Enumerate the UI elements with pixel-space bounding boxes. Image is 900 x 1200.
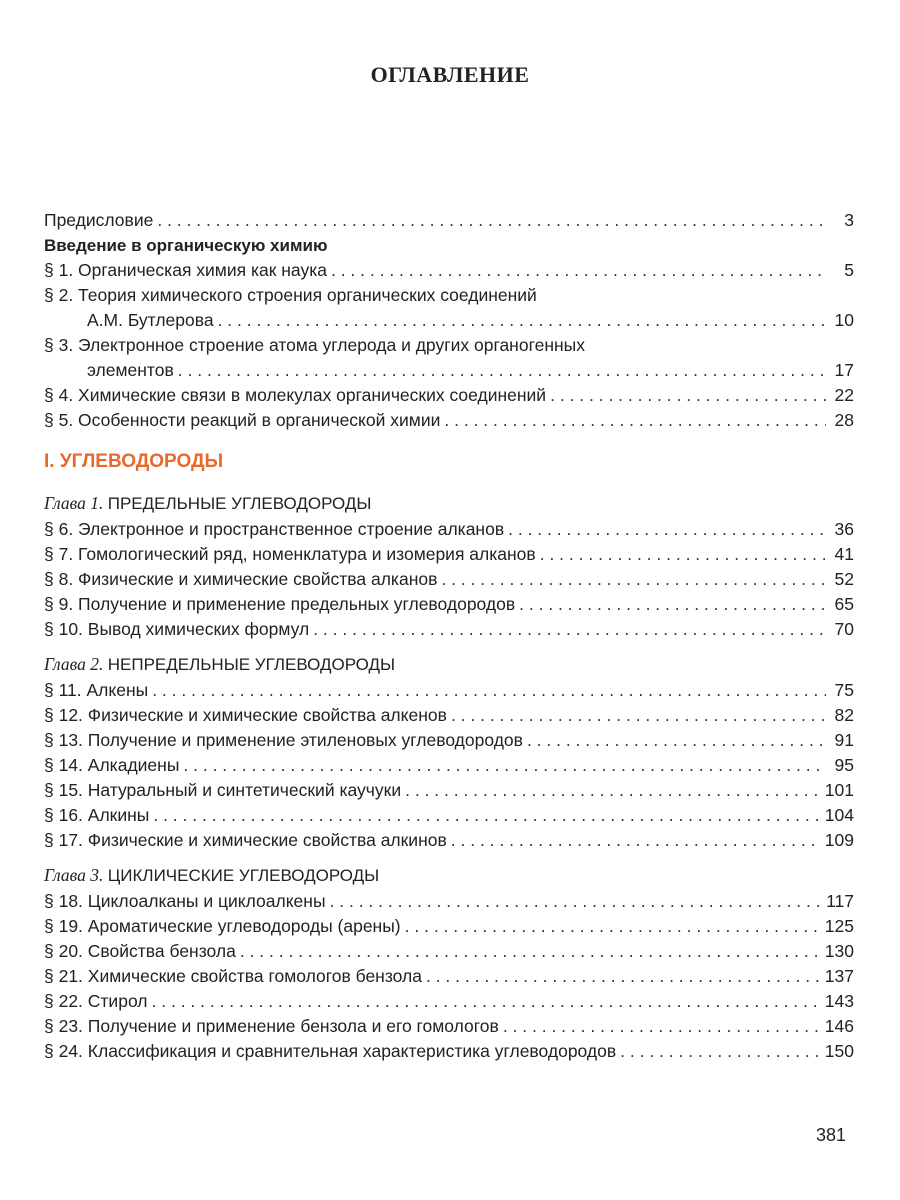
toc-entry-label: § 20. Свойства бензола — [44, 941, 236, 961]
toc-entry — [44, 1014, 854, 1039]
toc-entry — [44, 889, 854, 914]
toc-entry — [44, 617, 854, 642]
intro-heading: Введение в органическую химию — [44, 236, 328, 255]
toc-entry — [44, 678, 854, 703]
toc-entry-label: § 18. Циклоалканы и циклоалкены — [44, 891, 326, 911]
toc-entry-page: 146 — [824, 1016, 854, 1036]
toc-entry-label: § 13. Получение и применение этиленовых углеводородов — [44, 730, 523, 750]
toc-entry — [44, 592, 854, 617]
leader-dots — [451, 703, 826, 728]
chapter-name: ЦИКЛИЧЕСКИЕ УГЛЕВОДОРОДЫ — [107, 866, 380, 885]
toc-entry-label: § 22. Стирол — [44, 991, 148, 1011]
leader-dots — [331, 258, 826, 283]
toc-entry — [44, 517, 854, 542]
toc-entry-page: 109 — [824, 830, 854, 850]
chapter-heading — [44, 489, 854, 517]
toc-entry-label: § 1. Органическая химия как наука — [44, 260, 327, 280]
toc-entry-label: § 24. Классификация и сравнительная характеристика углеводородов — [44, 1041, 617, 1061]
toc-entry-page: 150 — [824, 1041, 854, 1061]
toc-entry-page: 17 — [834, 360, 854, 380]
toc-entry-page: 36 — [834, 519, 854, 539]
toc-entry-page: 101 — [824, 780, 854, 800]
toc-entry-page: 95 — [834, 755, 854, 775]
leader-dots — [405, 778, 821, 803]
toc-entry-page: 65 — [834, 594, 854, 614]
toc-entry — [44, 408, 854, 433]
toc-entry-page: 10 — [834, 310, 854, 330]
leader-dots — [152, 989, 821, 1014]
leader-dots — [550, 383, 826, 408]
leader-dots — [157, 208, 826, 233]
toc-entry-label: § 4. Химические связи в молекулах органических соединений — [44, 385, 547, 405]
leader-dots — [444, 408, 826, 433]
page-number: 381 — [815, 1125, 846, 1145]
chapter-number: Глава 2. — [44, 654, 104, 674]
toc-entry-page: 52 — [834, 569, 854, 589]
toc-entry — [44, 939, 854, 964]
toc-entry — [44, 728, 854, 753]
toc-entry-page: 125 — [824, 916, 854, 936]
chapter-number: Глава 3. — [44, 865, 104, 885]
toc-entry-preface — [44, 208, 854, 233]
toc-entry-label: § 14. Алкадиены — [44, 755, 180, 775]
chapters-list — [44, 489, 854, 1064]
leader-dots — [183, 753, 826, 778]
toc-entry-continuation: А.М. Бутлерова — [87, 310, 214, 330]
toc-entry-label: § 6. Электронное и пространственное строение алканов — [44, 519, 505, 539]
toc-entry — [44, 383, 854, 408]
leader-dots — [240, 939, 821, 964]
toc-entry-label: § 5. Особенности реакций в органической химии — [44, 410, 441, 430]
toc-entry-label: § 11. Алкены — [44, 680, 149, 700]
leader-dots — [503, 1014, 821, 1039]
toc-entry-label: § 3. Электронное строение атома углерода и других органогенных — [44, 335, 585, 355]
toc-entry — [44, 1039, 854, 1064]
leader-dots — [152, 678, 826, 703]
toc-entry-page: 5 — [844, 260, 854, 280]
toc-entry-label: § 7. Гомологический ряд, номенклатура и изомерия алканов — [44, 544, 536, 564]
toc-entry-page: 130 — [824, 941, 854, 961]
toc-entry-page: 22 — [834, 385, 854, 405]
toc-entry — [44, 828, 854, 853]
toc-entry-label: Предисловие — [44, 210, 154, 230]
leader-dots — [218, 308, 826, 333]
toc-entry-label: § 12. Физические и химические свойства алкенов — [44, 705, 447, 725]
toc-entry-label: § 8. Физические и химические свойства алканов — [44, 569, 438, 589]
toc-entry-label: § 9. Получение и применение предельных углеводородов — [44, 594, 516, 614]
toc-entry-page: 3 — [844, 210, 854, 230]
leader-dots — [330, 889, 823, 914]
toc-entry-label: § 10. Вывод химических формул — [44, 619, 310, 639]
toc-entry — [44, 989, 854, 1014]
toc-entry — [44, 964, 854, 989]
leader-dots — [519, 592, 826, 617]
toc-entry-page: 117 — [826, 891, 854, 911]
toc-entry-label: § 19. Ароматические углеводороды (арены) — [44, 916, 401, 936]
chapter-heading — [44, 650, 854, 678]
intro-list — [44, 258, 854, 433]
chapter-number: Глава 1. — [44, 493, 104, 513]
toc-entry-label: § 23. Получение и применение бензола и его гомологов — [44, 1016, 499, 1036]
toc-entry-page: 137 — [824, 966, 854, 986]
toc-entry — [44, 542, 854, 567]
toc-entry-label: § 16. Алкины — [44, 805, 150, 825]
leader-dots — [153, 803, 820, 828]
toc-entry — [44, 258, 854, 283]
chapter-name: ПРЕДЕЛЬНЫЕ УГЛЕВОДОРОДЫ — [107, 494, 372, 513]
toc-entry — [44, 308, 854, 333]
leader-dots — [405, 914, 821, 939]
toc-entry-continuation: элементов — [87, 360, 174, 380]
leader-dots — [540, 542, 826, 567]
leader-dots — [527, 728, 826, 753]
toc-entry — [44, 753, 854, 778]
toc-entry-page: 75 — [834, 680, 854, 700]
toc-entry-page: 41 — [834, 544, 854, 564]
toc-entry-page: 82 — [834, 705, 854, 725]
leader-dots — [508, 517, 826, 542]
toc-entry-label: § 15. Натуральный и синтетический каучуки — [44, 780, 402, 800]
toc-entry-page: 28 — [834, 410, 854, 430]
leader-dots — [441, 567, 826, 592]
section-heading: I. УГЛЕВОДОРОДЫ — [44, 451, 224, 472]
toc-entry-label: § 2. Теория химического строения органических соединений — [44, 285, 537, 305]
toc-entry-page: 143 — [824, 991, 854, 1011]
toc-entry — [44, 803, 854, 828]
toc-entry — [44, 703, 854, 728]
toc-entry-label: § 21. Химические свойства гомологов бензола — [44, 966, 422, 986]
table-of-contents — [44, 208, 854, 1064]
page-title: ОГЛАВЛЕНИЕ — [370, 62, 530, 87]
leader-dots — [313, 617, 826, 642]
toc-entry-page: 70 — [834, 619, 854, 639]
leader-dots — [620, 1039, 821, 1064]
leader-dots — [426, 964, 821, 989]
toc-entry-page: 91 — [834, 730, 854, 750]
toc-entry — [44, 778, 854, 803]
chapter-heading — [44, 861, 854, 889]
toc-entry — [44, 567, 854, 592]
toc-entry-page: 104 — [824, 805, 854, 825]
leader-dots — [451, 828, 821, 853]
leader-dots — [178, 358, 826, 383]
toc-entry — [44, 914, 854, 939]
chapter-name: НЕПРЕДЕЛЬНЫЕ УГЛЕВОДОРОДЫ — [107, 655, 396, 674]
toc-entry-label: § 17. Физические и химические свойства алкинов — [44, 830, 447, 850]
toc-entry — [44, 358, 854, 383]
